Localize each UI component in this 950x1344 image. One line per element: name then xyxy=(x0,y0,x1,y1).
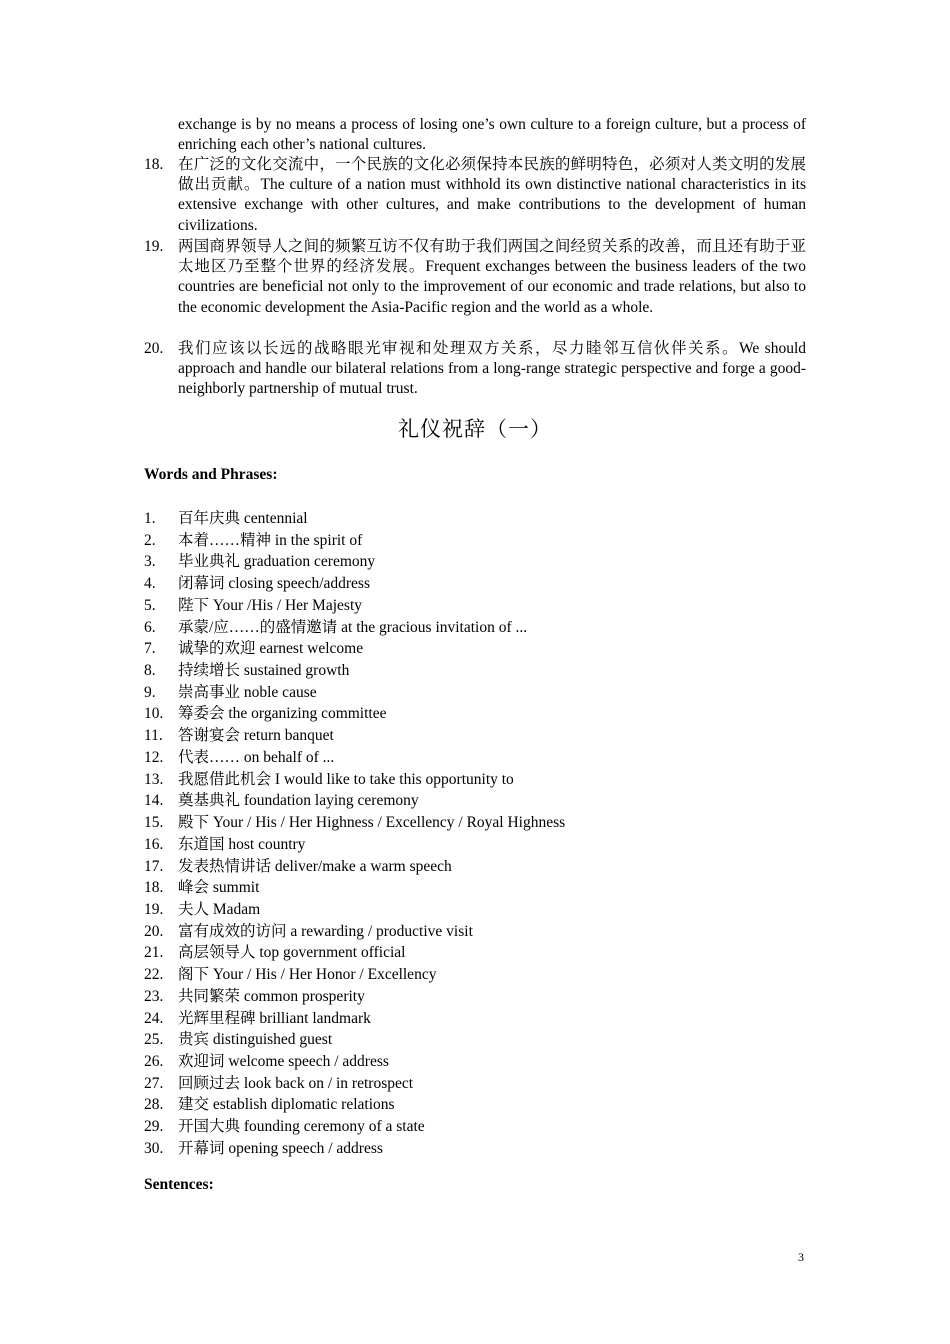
item-number: 30. xyxy=(144,1139,164,1157)
item-text: 我愿借此机会 I would like to take this opportunity to xyxy=(178,770,514,788)
item-text: 回顾过去 look back on / in retrospect xyxy=(178,1074,414,1092)
item-text: 贵宾 distinguished guest xyxy=(178,1031,333,1049)
sentence-item xyxy=(144,339,806,400)
item-number: 9. xyxy=(144,683,156,701)
item-number: 18. xyxy=(144,879,164,897)
list-item xyxy=(144,725,806,747)
item-text: 东道国 host country xyxy=(178,835,306,853)
item-number: 8. xyxy=(144,662,156,680)
item-number: 28. xyxy=(144,1096,164,1114)
item-number: 21. xyxy=(144,944,164,962)
list-item xyxy=(144,747,806,769)
item-text: 建交 establish diplomatic relations xyxy=(178,1096,395,1114)
list-item xyxy=(144,703,806,725)
item-text: 在广泛的文化交流中，一个民族的文化必须保持本民族的鲜明特色，必须对人类文明的发展做出贡献。The culture of a nation must withhold its own distinctive national characteristics in its extensive exchange with other cultures, and make contributions to the development of human civilizations. xyxy=(178,156,806,234)
item-number: 15. xyxy=(144,814,164,832)
item-number: 23. xyxy=(144,987,164,1005)
list-item xyxy=(144,530,806,552)
item-number: 17. xyxy=(144,857,164,875)
item-number: 13. xyxy=(144,770,164,788)
list-item xyxy=(144,877,806,899)
list-item xyxy=(144,899,806,921)
item-number: 14. xyxy=(144,792,164,810)
item-text: 奠基典礼 foundation laying ceremony xyxy=(178,792,419,810)
item-text: 崇高事业 noble cause xyxy=(178,683,317,701)
item-number: 18. xyxy=(144,156,164,173)
list-item xyxy=(144,1051,806,1073)
list-item xyxy=(144,1116,806,1138)
list-item xyxy=(144,1008,806,1030)
list-item xyxy=(144,812,806,834)
item-number: 6. xyxy=(144,618,156,636)
item-number: 5. xyxy=(144,596,156,614)
list-item xyxy=(144,834,806,856)
item-text: 光辉里程碑 brilliant landmark xyxy=(178,1009,371,1027)
item-text: 富有成效的访问 a rewarding / productive visit xyxy=(178,922,473,940)
words-heading: Words and Phrases: xyxy=(144,466,278,483)
item-number: 19. xyxy=(144,238,164,255)
list-item xyxy=(144,617,806,639)
list-item xyxy=(144,1094,806,1116)
item-text: 共同繁荣 common prosperity xyxy=(178,987,365,1005)
list-item xyxy=(144,986,806,1008)
list-item xyxy=(144,964,806,986)
item-number: 2. xyxy=(144,531,156,549)
item-number: 11. xyxy=(144,727,163,745)
list-item xyxy=(144,660,806,682)
item-text: 夫人 Madam xyxy=(178,900,261,918)
continuation-paragraph: exchange is by no means a process of losing one’s own culture to a foreign culture, but a process of enriching each other’s national cultures. xyxy=(178,116,806,153)
item-number: 10. xyxy=(144,705,164,723)
item-text: 两国商界领导人之间的频繁互访不仅有助于我们两国之间经贸关系的改善，而且还有助于亚太地区乃至整个世界的经济发展。Frequent exchanges between the business leaders of the two countries are beneficial not only to the improvement of our economic and trade relations, but also to the economic development the Asia-Pacific region and the world as a whole. xyxy=(178,238,806,316)
page-number: 3 xyxy=(798,1250,804,1264)
item-text: 发表热情讲话 deliver/make a warm speech xyxy=(178,857,452,875)
item-text: 陛下 Your /His / Her Majesty xyxy=(178,596,362,614)
item-number: 20. xyxy=(144,340,164,357)
list-item xyxy=(144,551,806,573)
item-text: 百年庆典 centennial xyxy=(178,510,308,527)
item-number: 19. xyxy=(144,900,164,918)
list-item xyxy=(144,1138,806,1160)
list-item xyxy=(144,769,806,791)
item-text: 筹委会 the organizing committee xyxy=(178,705,387,723)
item-text: 欢迎词 welcome speech / address xyxy=(178,1052,389,1070)
section-title: 礼仪祝辞（一） xyxy=(398,417,552,441)
item-number: 16. xyxy=(144,835,164,853)
item-text: 开国大典 founding ceremony of a state xyxy=(178,1118,425,1136)
item-number: 3. xyxy=(144,553,156,571)
item-number: 24. xyxy=(144,1009,164,1027)
item-number: 27. xyxy=(144,1074,164,1092)
item-text: 峰会 summit xyxy=(178,879,260,897)
item-text: 持续增长 sustained growth xyxy=(178,662,350,680)
item-text: 闭幕词 closing speech/address xyxy=(178,575,370,593)
item-number: 29. xyxy=(144,1118,164,1136)
item-text: 代表…… on behalf of ... xyxy=(178,748,335,766)
sentence-item xyxy=(144,155,806,236)
list-item xyxy=(144,790,806,812)
item-number: 26. xyxy=(144,1052,164,1070)
item-text: 开幕词 opening speech / address xyxy=(178,1139,383,1157)
item-text: 诚挚的欢迎 earnest welcome xyxy=(178,640,364,658)
sentence-item xyxy=(144,237,806,318)
item-number: 20. xyxy=(144,922,164,940)
list-item xyxy=(144,573,806,595)
list-item xyxy=(144,682,806,704)
list-item xyxy=(144,1073,806,1095)
list-item xyxy=(144,921,806,943)
list-item xyxy=(144,595,806,617)
item-text: 本着……精神 in the spirit of xyxy=(178,531,363,549)
item-text: 阁下 Your / His / Her Honor / Excellency xyxy=(178,966,437,984)
list-item xyxy=(144,508,806,530)
item-number: 12. xyxy=(144,748,164,766)
sentences-heading: Sentences: xyxy=(144,1176,214,1193)
list-item xyxy=(144,856,806,878)
item-number: 25. xyxy=(144,1031,164,1049)
list-item xyxy=(144,638,806,660)
item-text: 我们应该以长远的战略眼光审视和处理双方关系，尽力睦邻互信伙伴关系。We should approach and handle our bilateral relations from a long-range strategic perspective and forge a good-neighborly partnership of mutual trust. xyxy=(178,340,806,398)
item-text: 高层领导人 top government official xyxy=(178,944,406,962)
vocab-list xyxy=(144,508,806,1160)
item-text: 毕业典礼 graduation ceremony xyxy=(178,553,376,571)
item-text: 答谢宴会 return banquet xyxy=(178,727,334,745)
list-item xyxy=(144,942,806,964)
item-number: 4. xyxy=(144,575,156,593)
item-number: 1. xyxy=(144,510,156,527)
item-number: 7. xyxy=(144,640,156,658)
list-item xyxy=(144,1029,806,1051)
item-text: 承蒙/应……的盛情邀请 at the gracious invitation of ... xyxy=(178,618,528,636)
item-text: 殿下 Your / His / Her Highness / Excellency / Royal Highness xyxy=(178,814,566,832)
item-number: 22. xyxy=(144,966,164,984)
